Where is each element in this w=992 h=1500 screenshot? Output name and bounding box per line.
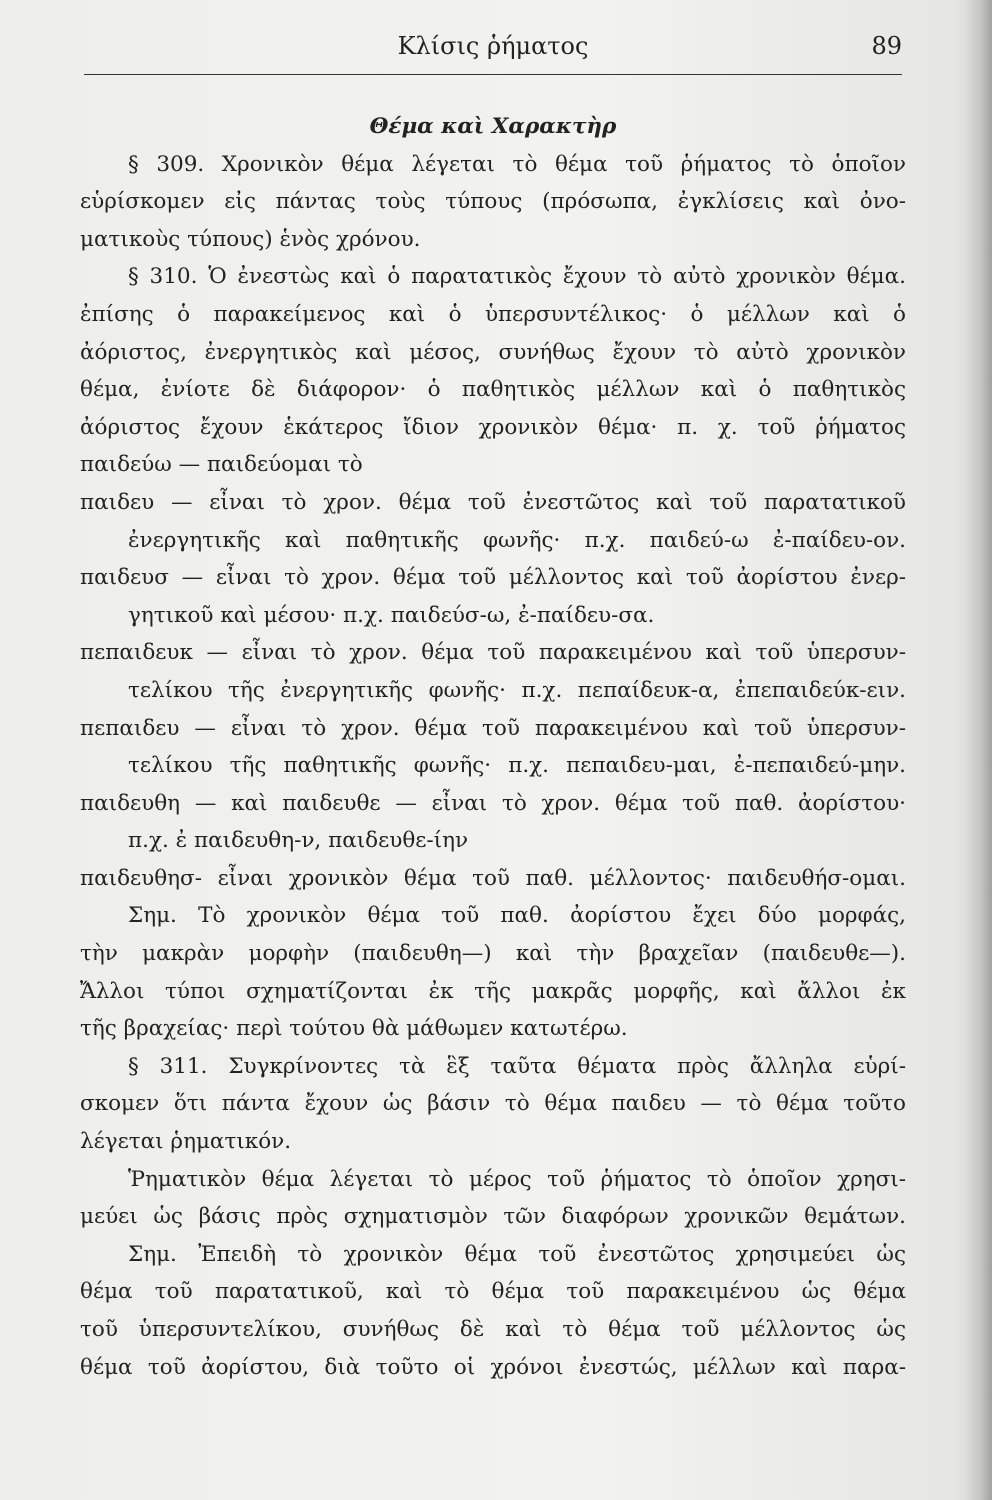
text-line: Σημ. Ἐπειδὴ τὸ χρονικὸν θέμα τοῦ ἐνεστῶτος χρησιμεύει ὡς	[128, 1241, 906, 1267]
text-line: § 310. Ὁ ἐνεστὼς καὶ ὁ παρατατικὸς ἔχουν τὸ αὐτὸ χρονικὸν θέμα.	[128, 264, 906, 290]
text-line: § 311. Συγκρίνοντες τὰ ἓξ ταῦτα θέματα πρὸς ἄλληλα εὑρί-	[128, 1053, 906, 1079]
text-line: τὴν μακρὰν μορφὴν (παιδευθη—) καὶ τὴν βραχεῖαν (παιδευθε—).	[80, 941, 906, 967]
header-rule	[84, 74, 902, 75]
text-line: παιδευ — εἶναι τὸ χρον. θέμα τοῦ ἐνεστῶτος καὶ τοῦ παρατατικοῦ	[80, 489, 906, 515]
text-line: παιδευθησ- εἶναι χρονικὸν θέμα τοῦ παθ. μέλλοντος· παιδευθήσ-ομαι.	[80, 865, 906, 891]
text-line: τῆς βραχείας· περὶ τούτου θὰ μάθωμεν κατωτέρω.	[80, 1016, 628, 1042]
page-edge-shadow	[964, 0, 992, 1500]
text-line: ἀόριστος ἔχουν ἑκάτερος ἴδιον χρονικὸν θέμα· π. χ. τοῦ ῥήματος	[80, 414, 906, 440]
text-line: γητικοῦ καὶ μέσου· π.χ. παιδεύσ-ω, ἐ-παίδευ-σα.	[128, 602, 655, 628]
text-line: Σημ. Τὸ χρονικὸν θέμα τοῦ παθ. ἀορίστου ἔχει δύο μορφάς,	[128, 903, 906, 929]
section-heading: Θέμα καὶ Χαρακτὴρ	[369, 114, 617, 139]
text-line: § 309. Χρονικὸν θέμα λέγεται τὸ θέμα τοῦ ῥήματος τὸ ὁποῖον	[128, 151, 906, 177]
text-line: σκομεν ὅτι πάντα ἔχουν ὡς βάσιν τὸ θέμα παιδευ — τὸ θέμα τοῦτο	[80, 1091, 906, 1117]
page-number: 89	[871, 32, 902, 60]
text-line: παιδευσ — εἶναι τὸ χρον. θέμα τοῦ μέλλοντος καὶ τοῦ ἀορίστου ἐνερ-	[80, 565, 906, 591]
text-line: παιδευθη — καὶ παιδευθε — εἶναι τὸ χρον. θέμα τοῦ παθ. ἀορίστου·	[80, 790, 906, 816]
page-body	[80, 108, 906, 1386]
text-line: τελίκου τῆς παθητικῆς φωνῆς· π.χ. πεπαιδευ-μαι, ἐ-πεπαιδεύ-μην.	[128, 753, 906, 779]
text-line: θέμα τοῦ ἀορίστου, διὰ τοῦτο οἱ χρόνοι ἐνεστώς, μέλλων καὶ παρα-	[80, 1354, 906, 1380]
text-line: πεπαιδευ — εἶναι τὸ χρον. θέμα τοῦ παρακειμένου καὶ τοῦ ὑπερσυν-	[80, 715, 906, 741]
text-line: εὑρίσκομεν εἰς πάντας τοὺς τύπους (πρόσωπα, ἐγκλίσεις καὶ ὀνο-	[80, 189, 906, 215]
text-line: ματικοὺς τύπους) ἑνὸς χρόνου.	[80, 226, 421, 252]
text-line: τοῦ ὑπερσυντελίκου, συνήθως δὲ καὶ τὸ θέμα τοῦ μέλλοντος ὡς	[80, 1317, 906, 1342]
text-line: Ἄλλοι τύποι σχηματίζονται ἐκ τῆς μακρᾶς μορφῆς, καὶ ἄλλοι ἐκ	[80, 978, 906, 1004]
text-line: ἐπίσης ὁ παρακείμενος καὶ ὁ ὑπερσυντέλικος· ὁ μέλλων καὶ ὁ	[80, 301, 906, 327]
text-line: πεπαιδευκ — εἶναι τὸ χρον. θέμα τοῦ παρακειμένου καὶ τοῦ ὑπερσυν-	[80, 640, 906, 666]
text-line: ἐνεργητικῆς καὶ παθητικῆς φωνῆς· π.χ. παιδεύ-ω ἐ-παίδευ-ον.	[128, 527, 906, 553]
text-line: μεύει ὡς βάσις πρὸς σχηματισμὸν τῶν διαφόρων χρονικῶν θεμάτων.	[80, 1204, 906, 1230]
running-title: Κλίσις ῥήματος	[397, 32, 589, 60]
text-line: τελίκου τῆς ἐνεργητικῆς φωνῆς· π.χ. πεπαίδευκ-α, ἐπεπαιδεύκ-ειν.	[128, 677, 906, 703]
text-line: παιδεύω — παιδεύομαι τὸ	[80, 452, 363, 478]
text-line: θέμα, ἐνίοτε δὲ διάφορον· ὁ παθητικὸς μέλλων καὶ ὁ παθητικὸς	[80, 377, 906, 403]
text-line: π.χ. ἐ παιδευθη-ν, παιδευθε-ίην	[128, 828, 469, 854]
text-line: Ῥηματικὸν θέμα λέγεται τὸ μέρος τοῦ ῥήματος τὸ ὁποῖον χρησι-	[128, 1166, 906, 1192]
text-line: θέμα τοῦ παρατατικοῦ, καὶ τὸ θέμα τοῦ παρακειμένου ὡς θέμα	[80, 1279, 906, 1305]
text-line: ἀόριστος, ἐνεργητικὸς καὶ μέσος, συνήθως ἔχουν τὸ αὐτὸ χρονικὸν	[80, 339, 906, 365]
running-header	[84, 30, 902, 70]
text-line: λέγεται ῥηματικόν.	[80, 1129, 292, 1155]
